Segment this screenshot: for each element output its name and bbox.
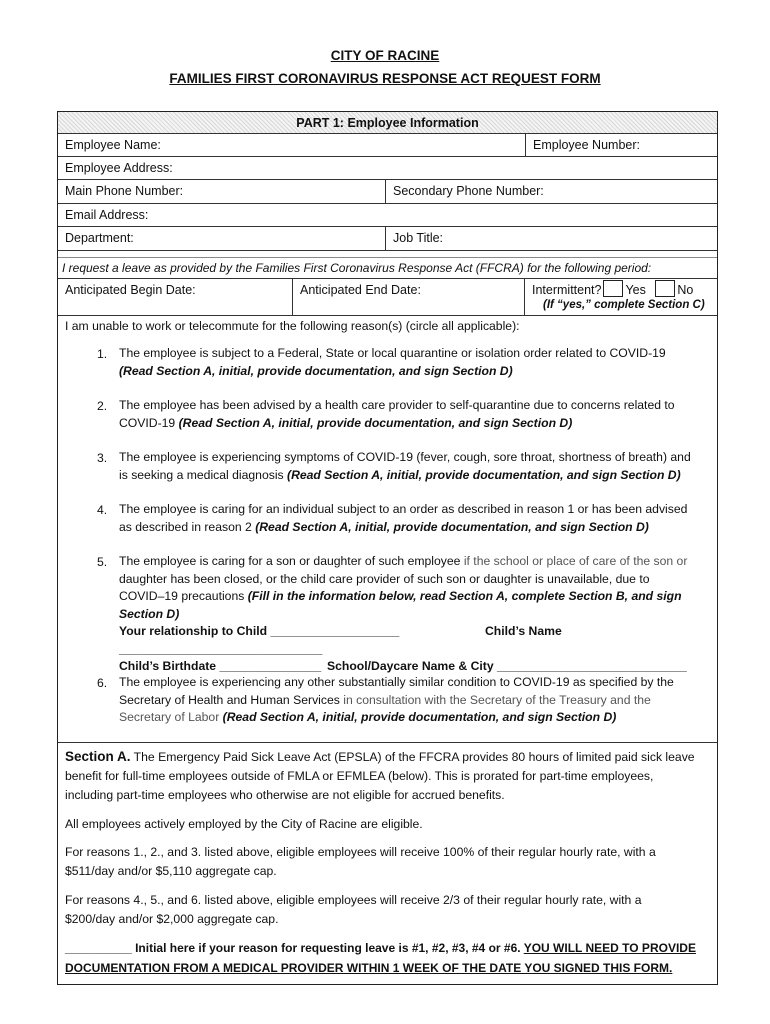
reason-4[interactable] bbox=[119, 501, 687, 536]
end-date-field[interactable]: Anticipated End Date: bbox=[292, 279, 524, 315]
department-row bbox=[58, 227, 717, 251]
section-a-heading: Section A. bbox=[65, 749, 131, 764]
reason-5-number: 5. bbox=[97, 555, 108, 569]
reason-3-text: The employee is experiencing symptoms of COVID-19 (fever, cough, sore throat, shortness of breath) and bbox=[119, 450, 691, 464]
phone-row bbox=[58, 180, 717, 204]
section-a-paragraph-2: All employees actively employed by the City of Racine are eligible. bbox=[65, 817, 423, 831]
reason-5-text-3: COVID–19 precautions bbox=[119, 589, 248, 603]
section-a-p1-line2: benefit for full-time employees outside of FMLA or EFMLEA (below). This is prorated for part-time employees, bbox=[65, 769, 654, 783]
reason-2-text-2: COVID-19 bbox=[119, 415, 179, 430]
reason-5-text: The employee is caring for a son or daughter of such employee bbox=[119, 554, 464, 568]
part1-heading-row bbox=[58, 112, 717, 134]
reason-6[interactable] bbox=[119, 674, 674, 727]
reason-4-note: (Read Section A, initial, provide documentation, and sign Section D) bbox=[255, 519, 649, 534]
no-label: No bbox=[677, 283, 694, 297]
child-birthdate-field[interactable]: Child’s Birthdate _______________ bbox=[119, 659, 322, 673]
docs-line-1: YOU WILL NEED TO PROVIDE bbox=[523, 941, 696, 955]
reason-5-note-2: Section D) bbox=[119, 606, 180, 621]
relationship-field[interactable]: Your relationship to Child ___________________ bbox=[119, 624, 400, 638]
reason-3-number: 3. bbox=[97, 451, 108, 465]
request-form bbox=[57, 111, 718, 985]
request-statement-row bbox=[58, 258, 717, 278]
reason-2-text: The employee has been advised by a health care provider to self-quarantine due to concerns related to bbox=[119, 398, 675, 412]
employee-name-field[interactable]: Employee Name: bbox=[65, 138, 161, 152]
initial-text: Initial here if your reason for requesting leave is #1, #2, #3, #4 or #6. bbox=[131, 941, 524, 955]
reason-1-note: (Read Section A, initial, provide documentation, and sign Section D) bbox=[119, 363, 513, 378]
begin-date-field[interactable]: Anticipated Begin Date: bbox=[65, 283, 196, 297]
job-title-field[interactable]: Job Title: bbox=[385, 227, 717, 250]
reason-6-text-2b: in consultation with the Secretary of the Treasury and the bbox=[343, 692, 651, 707]
dates-row bbox=[58, 278, 717, 316]
employee-name-row bbox=[58, 134, 717, 157]
spacer-row bbox=[58, 251, 717, 258]
reason-3-note: (Read Section A, initial, provide documentation, and sign Section D) bbox=[287, 467, 681, 482]
child-name-field[interactable]: Child’s Name ______________________________ bbox=[119, 624, 562, 656]
section-a-p3-line2: $511/day and/or $5,110 aggregate cap. bbox=[65, 864, 277, 878]
section-a-p1-line3: including part-time employees who otherwise are not eligible for accrued benefits. bbox=[65, 788, 505, 802]
reason-3[interactable] bbox=[119, 449, 691, 484]
reason-6-text-2a: Secretary of Health and Human Services bbox=[119, 692, 344, 707]
employee-address-field[interactable]: Employee Address: bbox=[65, 161, 173, 175]
request-statement: I request a leave as provided by the Families First Coronavirus Response Act (FFCRA) for the following period: bbox=[62, 261, 652, 275]
section-a-p1-line1: The Emergency Paid Sick Leave Act (EPSLA) of the FFCRA provides 80 hours of limited paid sick leave bbox=[130, 750, 695, 764]
reason-5-text-2: daughter has been closed, or the child care provider of such son or daughter is unavailable, due to bbox=[119, 571, 650, 586]
reason-6-number: 6. bbox=[97, 676, 108, 690]
employee-number-field[interactable]: Employee Number: bbox=[525, 134, 717, 156]
reason-6-text-3: Secretary of Labor bbox=[119, 710, 223, 724]
intermittent-label: Intermittent? bbox=[532, 283, 602, 297]
intermittent-cell bbox=[524, 279, 717, 315]
employee-address-row bbox=[58, 157, 717, 180]
reason-2-number: 2. bbox=[97, 399, 108, 413]
section-a-divider bbox=[58, 742, 717, 743]
secondary-phone-field[interactable]: Secondary Phone Number: bbox=[385, 180, 717, 203]
initial-blank[interactable]: __________ bbox=[65, 941, 132, 955]
city-title: CITY OF RACINE bbox=[330, 48, 440, 63]
reason-5[interactable] bbox=[119, 553, 717, 676]
department-field[interactable]: Department: bbox=[65, 231, 134, 245]
section-a-p3-line1: For reasons 1., 2., and 3. listed above, eligible employees will receive 100% of their regular hourly rate, with a bbox=[65, 845, 656, 859]
reason-6-text: The employee is experiencing any other substantially similar condition to COVID-19 as specified by the bbox=[119, 675, 674, 689]
docs-line-2: DOCUMENTATION FROM A MEDICAL PROVIDER WITHIN 1 WEEK OF THE DATE YOU SIGNED THIS FORM. bbox=[65, 961, 673, 975]
section-a-p4-line2: $200/day and/or $2,000 aggregate cap. bbox=[65, 912, 279, 926]
section-a-paragraph-1 bbox=[65, 747, 695, 805]
reason-4-text: The employee is caring for an individual subject to an order as described in reason 1 or has been advised bbox=[119, 502, 688, 516]
part1-heading: PART 1: Employee Information bbox=[296, 116, 479, 130]
section-a-paragraph-3 bbox=[65, 843, 656, 881]
reason-2-note: (Read Section A, initial, provide documentation, and sign Section D) bbox=[178, 415, 573, 430]
reason-4-number: 4. bbox=[97, 503, 108, 517]
reason-4-text-2: as described in reason 2 bbox=[119, 519, 256, 534]
reasons-intro: I am unable to work or telecommute for the following reason(s) (circle all applicable): bbox=[65, 319, 520, 333]
reason-1[interactable] bbox=[119, 345, 666, 380]
section-a-paragraph-4 bbox=[65, 891, 642, 929]
reason-3-text-2: is seeking a medical diagnosis bbox=[119, 467, 288, 482]
email-field[interactable]: Email Address: bbox=[65, 208, 149, 222]
email-row bbox=[58, 204, 717, 227]
reason-1-text: The employee is subject to a Federal, State or local quarantine or isolation order related to COVID-19 bbox=[119, 346, 666, 360]
main-phone-field[interactable]: Main Phone Number: bbox=[65, 184, 184, 198]
yes-label: Yes bbox=[625, 283, 646, 297]
form-title: FAMILIES FIRST CORONAVIRUS RESPONSE ACT REQUEST FORM bbox=[169, 71, 601, 86]
if-yes-note: (If “yes,” complete Section C) bbox=[543, 299, 705, 311]
section-a-p4-line1: For reasons 4., 5., and 6. listed above, eligible employees will receive 2/3 of their regular hourly rate, with a bbox=[65, 893, 642, 907]
reason-5-text-b: if the school or place of care of the son or bbox=[463, 554, 688, 568]
school-field[interactable]: School/Daycare Name & City ____________________________ bbox=[327, 659, 687, 673]
reason-1-number: 1. bbox=[97, 347, 108, 361]
reason-2[interactable] bbox=[119, 397, 675, 432]
reason-6-note: (Read Section A, initial, provide documentation, and sign Section D) bbox=[222, 710, 617, 724]
reason-5-note: (Fill in the information below, read Section A, complete Section B, and sign bbox=[247, 589, 682, 603]
initial-statement bbox=[65, 938, 696, 978]
